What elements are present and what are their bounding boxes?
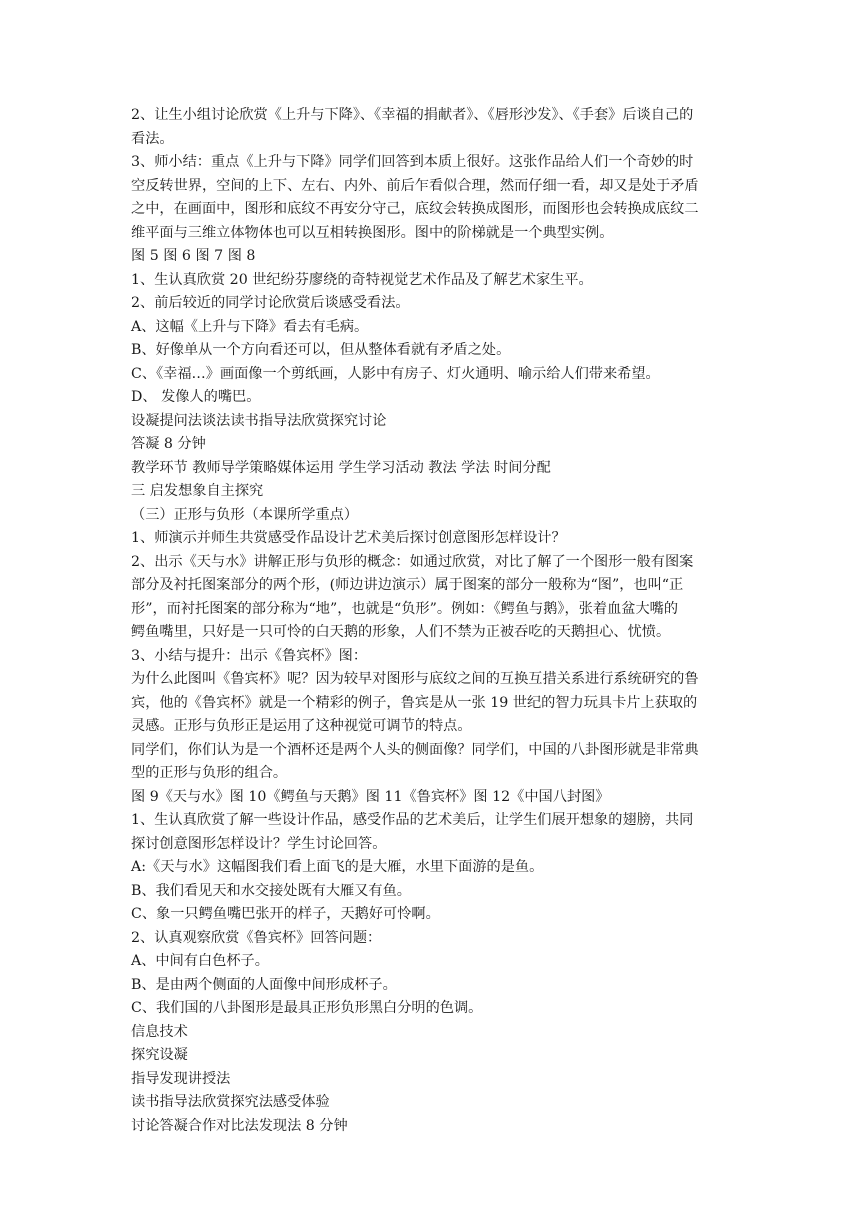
figure-caption: 图 9《天与水》图 10《鳄鱼与天鹅》图 11《鲁宾杯》图 12《中国八封图》 — [131, 788, 610, 805]
text-line: C、我们国的八卦图形是最具正形负形黑白分明的色调。 — [131, 1000, 483, 1016]
text-line: A:《天与水》这幅图我们看上面飞的是大雁，水里下面游的是鱼。 — [131, 859, 544, 875]
text-line: 看法。 — [131, 130, 174, 147]
text-line: 答凝 8 分钟 — [131, 436, 206, 452]
text-line: D、 发像人的嘴巴。 — [131, 389, 261, 405]
text-line: 形”，而衬托图案的部分称为“地”，也就是“负形”。例如：《鳄鱼与鹅》，张着血盆大嘴的 — [131, 600, 679, 617]
text-line: 鳄鱼嘴里，只好是一只可怜的白天鹅的形象，人们不禁为正被吞吃的天鹅担心、忧愤。 — [131, 624, 671, 640]
text-line: 讨论答凝合作对比法发现法 8 分钟 — [131, 1117, 348, 1134]
text-line: 宾，他的《鲁宾杯》就是一个精彩的例子，鲁宾是从一张 19 世纪的智力玩具卡片上获取的 — [131, 694, 698, 711]
text-line: B、我们看见天和水交接处既有大雁又有鱼。 — [131, 882, 411, 899]
text-line: 读书指导法欣赏探究法感受体验 — [131, 1094, 330, 1110]
text-line: 2、出示《天与水》讲解正形与负形的概念：如通过欣赏，对比了解了一个图形一般有图案 — [131, 553, 694, 570]
text-line: 为什么此图叫《鲁宾杯》呢？因为较早对图形与底纹之间的互换互措关系进行系统研究的鲁 — [131, 671, 699, 687]
text-line: 设凝提问法谈法读书指导法欣赏探究讨论 — [131, 412, 387, 429]
text-line: B、是由两个侧面的人面像中间形成杯子。 — [131, 976, 397, 993]
text-line: A、这幅《上升与下降》看去有毛病。 — [131, 318, 369, 335]
text-line: 型的正形与负形的组合。 — [131, 765, 288, 781]
text-line: 探讨创意图形怎样设计？学生讨论回答。 — [131, 835, 387, 852]
section-heading: 三 启发想象自主探究 — [131, 483, 264, 499]
subsection-heading: （三）正形与负形（本课所学重点） — [131, 506, 359, 523]
text-line: 1、生认真欣赏 20 世纪纷芬廖绕的奇特视觉艺术作品及了解艺术家生平。 — [131, 271, 593, 288]
text-line: 之中，在画面中，图形和底纹不再安分守己，底纹会转换成图形，而图形也会转换成底纹二 — [131, 201, 699, 217]
text-line: 维平面与三维立体物体也可以互相转换图形。图中的阶梯就是一个典型实例。 — [131, 224, 614, 241]
text-line: 1、生认真欣赏了解一些设计作品，感受作品的艺术美后，让学生们展开想象的翅膀，共同 — [131, 812, 694, 828]
text-line: 空反转世界，空间的上下、左右、内外、前后乍看似合理，然而仔细一看，却又是处于矛盾 — [131, 177, 699, 194]
text-line: B、好像单从一个方向看还可以，但从整体看就有矛盾之处。 — [131, 342, 511, 358]
text-line: C、《幸福…》画面像一个剪纸画，人影中有房子、灯火通明、喻示给人们带来希望。 — [131, 365, 660, 382]
text-line: 2、前后较近的同学讨论欣赏后谈感受看法。 — [131, 295, 410, 311]
text-line: 探究设凝 — [131, 1047, 188, 1063]
text-line: 2、让生小组讨论欣赏《上升与下降》、《幸福的捐献者》、《唇形沙发》、《手套》后谈自己的 — [131, 107, 694, 123]
text-line: A、中间有白色杯子。 — [131, 953, 269, 969]
table-header-line: 教学环节 教师导学策略媒体运用 学生学习活动 教法 学法 时间分配 — [131, 459, 551, 476]
text-line: 2、认真观察欣赏《鲁宾杯》回答问题： — [131, 929, 382, 946]
text-line: 信息技术 — [131, 1023, 188, 1040]
text-line: 同学们，你们认为是一个酒杯还是两个人头的侧面像？同学们，中国的八卦图形就是非常典 — [131, 741, 699, 758]
text-line: 部分及衬托图案部分的两个形，(师边讲边演示）属于图案的部分一般称为“图”，也叫“正 — [131, 577, 684, 593]
text-line: 1、师演示并师生共赏感受作品设计艺术美后探讨创意图形怎样设计？ — [131, 530, 566, 546]
text-line: 指导发现讲授法 — [131, 1070, 231, 1087]
figure-caption: 图 5 图 6 图 7 图 8 — [131, 248, 256, 264]
text-line: 3、师小结：重点《上升与下降》同学们回答到本质上很好。这张作品给人们一个奇妙的时 — [131, 154, 694, 170]
text-line: C、象一只鳄鱼嘴巴张开的样子，天鹅好可怜啊。 — [131, 906, 440, 922]
text-line: 灵感。正形与负形正是运用了这种视觉可调节的特点。 — [131, 718, 472, 734]
document-body — [131, 104, 731, 1138]
text-line: 3、小结与提升：出示《鲁宾杯》图： — [131, 647, 368, 664]
